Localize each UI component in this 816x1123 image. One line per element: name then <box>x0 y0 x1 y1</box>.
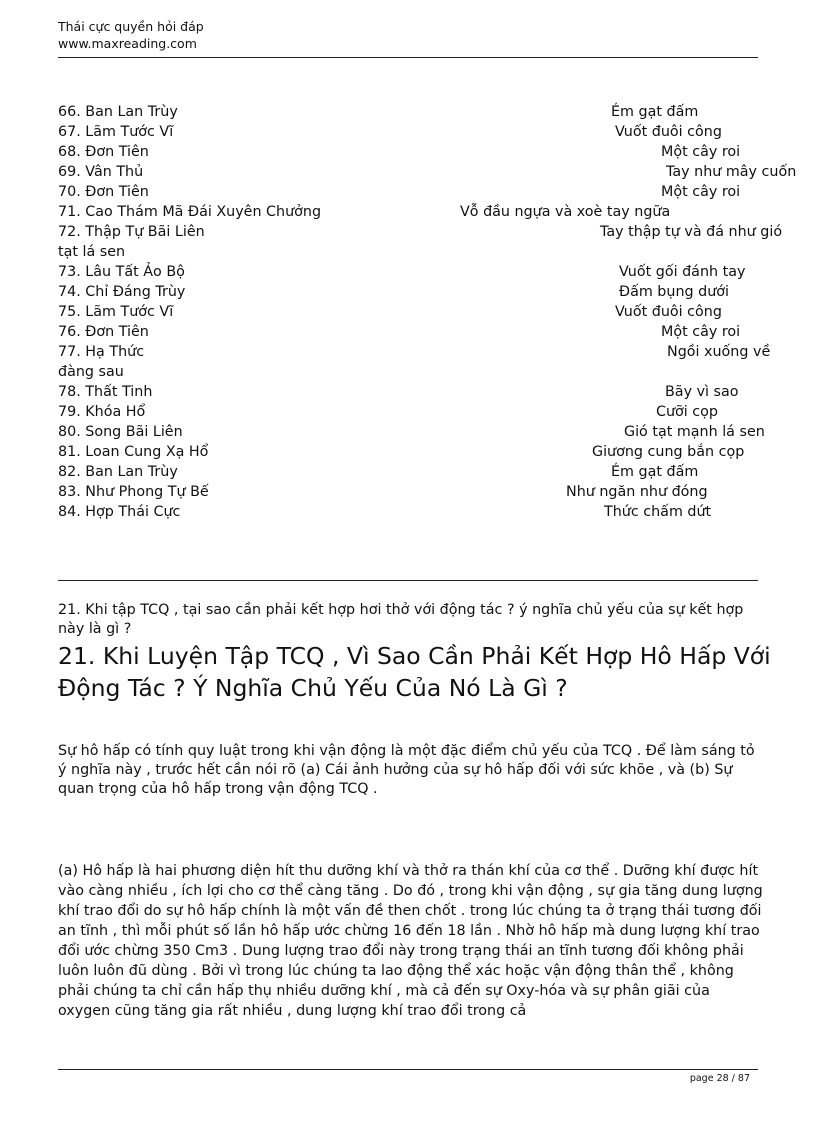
paragraph-a: (a) Hô hấp là hai phương diện hít thu dưỡng khí và thở ra thán khí của cơ thể . Dưỡng khí được hít vào càng nhiều , ích lợi cho cơ thể càng tăng . Do đó , trong khi vận động , sự gia tăng dung lượng khí trao đổi do sự hô hấp chính là một vấn đề then chốt . trong lúc chúng ta ở trạng thái tương đối an tĩnh , thì mỗi phút số lần hô hấp ước chừng 16 đến 18 lần . Nhờ hô hấp mà dung lượng khí trao đổi ước chừng 350 Cm3 . Dung lượng trao đổi này trong trạng thái an tĩnh tương đối không phải luôn luôn đũ dùng . Bởi vì trong lúc chúng ta lao động thể xác hoặc vận động thân thể , không phải chúng ta chỉ cần hấp thụ nhiều dưỡng khí , mà cả đến sự Oxy-hóa và sự phân giãi của oxygen cũng tăng gia rất nhiều , dung lượng khí trao đổi trong cả <box>58 863 763 1019</box>
list-item <box>58 142 808 162</box>
form-list <box>58 102 808 522</box>
form-description: Bãy vì sao <box>665 384 739 400</box>
list-item <box>58 362 808 382</box>
paragraph-intro: Sự hô hấp có tính quy luật trong khi vận động là một đặc điểm chủ yếu của TCQ . Để làm sáng tỏ ý nghĩa này , trước hết cần nói rõ (a) Cái ảnh hưởng của sự hô hấp đối với sức khõe , và (b) Sự quan trọng của hô hấp trong vận động TCQ . <box>58 743 755 797</box>
form-name: 67. Lãm Tước Vĩ <box>58 124 174 140</box>
form-description: Vỗ đầu ngựa và xoè tay ngữa <box>460 204 671 220</box>
form-name: 80. Song Bãi Liên <box>58 424 183 440</box>
form-description: Một cây roi <box>661 324 741 340</box>
question-text: 21. Khi tập TCQ , tại sao cần phải kết hợp hơi thở với động tác ? ý nghĩa chủ yếu của sự kết hợp này là gì ? <box>58 602 744 637</box>
form-name: 82. Ban Lan Trùy <box>58 464 178 480</box>
list-item <box>58 402 808 422</box>
list-item <box>58 182 808 202</box>
form-name: 73. Lâu Tất Ảo Bộ <box>58 264 185 280</box>
page-number: page 28 / 87 <box>689 1073 750 1084</box>
form-name: 75. Lãm Tước Vĩ <box>58 304 174 320</box>
form-name: 70. Đơn Tiên <box>58 184 149 200</box>
form-description: Vuốt đuôi công <box>615 304 722 320</box>
list-item <box>58 422 808 442</box>
form-description: Một cây roi <box>661 184 741 200</box>
list-item <box>58 322 808 342</box>
form-name: 84. Hợp Thái Cực <box>58 504 181 520</box>
list-item <box>58 382 808 402</box>
form-name: 77. Hạ Thức <box>58 344 145 360</box>
form-name: đàng sau <box>58 364 124 380</box>
form-name: 71. Cao Thám Mã Đái Xuyên Chưởng <box>58 204 322 220</box>
form-description: Vuốt đuôi công <box>615 124 722 140</box>
form-name: 72. Thập Tự Bãi Liên <box>58 224 205 240</box>
form-name: 79. Khóa Hổ <box>58 404 146 420</box>
footer-divider <box>58 1069 758 1070</box>
form-description: Một cây roi <box>661 144 741 160</box>
list-item <box>58 102 808 122</box>
header-divider <box>58 57 758 58</box>
list-item <box>58 302 808 322</box>
form-description: Ém gạt đấm <box>611 464 699 480</box>
list-item <box>58 202 808 222</box>
form-name: 78. Thất Tinh <box>58 384 153 400</box>
website-url: www.maxreading.com <box>58 36 197 51</box>
form-name: 81. Loan Cung Xạ Hổ <box>58 444 209 460</box>
form-description: Đấm bụng dưới <box>619 284 729 300</box>
page-header <box>58 18 204 52</box>
form-name: 74. Chỉ Đáng Trùy <box>58 284 186 300</box>
list-item <box>58 262 808 282</box>
list-item <box>58 482 808 502</box>
form-description: Vuốt gối đánh tay <box>619 264 746 280</box>
form-name: 76. Đơn Tiên <box>58 324 149 340</box>
form-description: Ngồi xuống về <box>667 344 771 360</box>
list-item <box>58 122 808 142</box>
form-name: 68. Đơn Tiên <box>58 144 149 160</box>
list-item <box>58 162 808 182</box>
list-item <box>58 222 808 242</box>
section-heading: 21. Khi Luyện Tập TCQ , Vì Sao Cần Phải Kết Hợp Hô Hấp Với Động Tác ? Ý Nghĩa Chủ Yếu Của Nó Là Gì ? <box>58 642 771 702</box>
form-description: Ém gạt đấm <box>611 104 699 120</box>
form-description: Tay như mây cuốn <box>666 164 797 180</box>
section-divider <box>58 580 758 581</box>
list-item <box>58 502 808 522</box>
list-item <box>58 442 808 462</box>
form-description: Tay thập tự và đá như gió <box>600 224 783 240</box>
list-item <box>58 242 808 262</box>
form-description: Gió tạt mạnh lá sen <box>624 424 765 440</box>
list-item <box>58 462 808 482</box>
form-name: tạt lá sen <box>58 244 126 260</box>
form-name: 83. Như Phong Tự Bế <box>58 484 209 500</box>
list-item <box>58 282 808 302</box>
document-title: Thái cực quyền hỏi đáp <box>58 19 204 34</box>
form-description: Cưỡi cọp <box>656 404 718 420</box>
form-description: Như ngăn như đóng <box>566 484 708 500</box>
list-item <box>58 342 808 362</box>
form-name: 66. Ban Lan Trùy <box>58 104 178 120</box>
form-description: Thức chấm dứt <box>604 504 712 520</box>
form-name: 69. Vân Thủ <box>58 164 144 180</box>
form-description: Giương cung bắn cọp <box>592 444 745 460</box>
